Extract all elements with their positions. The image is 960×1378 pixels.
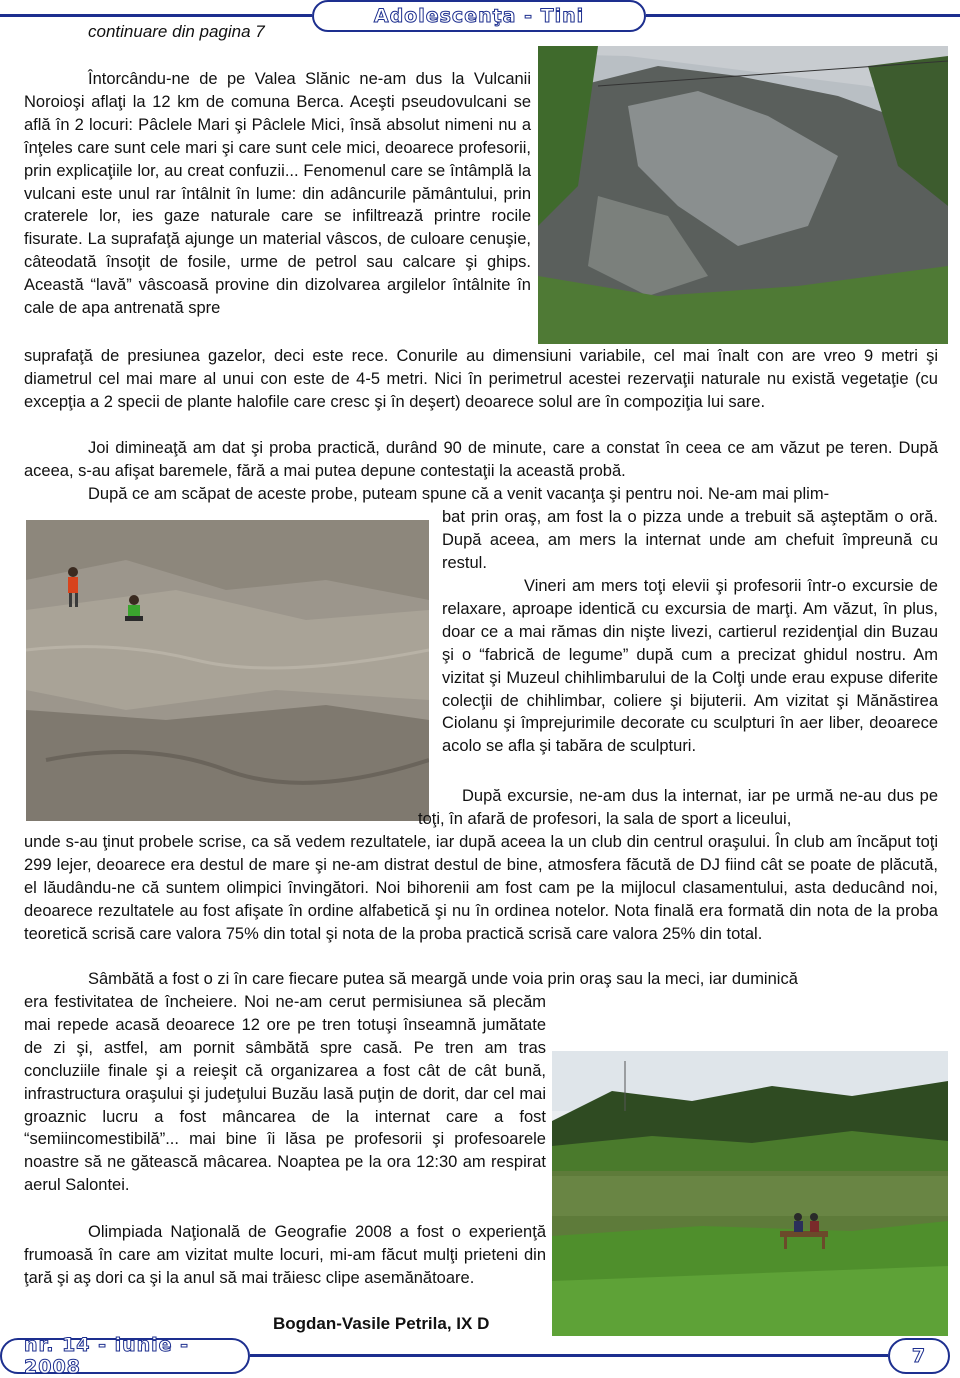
issue-pill bbox=[0, 1334, 250, 1378]
header-rule-right bbox=[646, 14, 960, 17]
section-title: Adolescenţa - Tini bbox=[373, 5, 585, 27]
paragraph-after-trip: După excursie, ne-am dus la internat, iar pe urmă ne-au dus pe toţi, în afară de profesori, la sala de sport a liceului, bbox=[418, 787, 938, 828]
author-signature: Bogdan-Vasile Petrila, IX D bbox=[273, 1314, 490, 1333]
section-title-pill bbox=[312, 0, 646, 32]
paragraph-conclusion: Olimpiada Naţională de Geografie 2008 a fost o experienţă frumoasă în care am vizitat multe locuri, mi-am făcut mulţi prieteni din ţară şi aş dori ca şi la anul să mai trăiesc clipe asemănătoare. bbox=[24, 1223, 546, 1287]
paragraph-vacation-right: bat prin oraş, am fost la o pizza unde a trebuit să aşteptăm o oră. După aceea, am mers la internat unde am chefuit împreună cu restul. bbox=[442, 508, 938, 572]
paragraph-departure: era festivitatea de încheiere. Noi ne-am cerut permisiunea să plecăm mai repede acasă deoarece 12 ore pe tren totuşi înseamnă jumătate de zi şi, astfel, am pornit sâmbătă spre casă. Pe tren am tras concluziile finale şi a reieşit că organizarea a fost cât de cât bună, infrastructura oraşului şi judeţului Buzău lasă puţin de dorit, dar cel mai groaznic lucru a fost mâncarea de la internat care a fost “semiincomestibilă”... mai bine îi lăsa pe profesorii şi profesoarele noastre să ne gătească mâcarea. Noaptea pe la ora 12:30 am respirat aerul Salontei. bbox=[24, 993, 546, 1195]
paragraph-practical-exam: Joi dimineaţă am dat şi proba practică, durând 90 de minute, care a constat în ceea ce am văzut pe teren. După aceea, s-au afişat baremele, fără a mai putea depune contestaţii la această probă. bbox=[24, 439, 938, 480]
issue-label: nr. 14 - iunie - 2008 bbox=[24, 1334, 190, 1378]
mud-volcano-photo bbox=[538, 46, 948, 344]
lake-photo bbox=[552, 1051, 948, 1336]
page-number-pill bbox=[888, 1338, 950, 1374]
paragraph-vacation-start: După ce am scăpat de aceste probe, puteam spune că a venit vacanţa şi pentru noi. Ne-am mai plim- bbox=[88, 485, 830, 503]
paragraph-friday-trip: Vineri am mers toţi elevii şi profesorii într-o excursie de relaxare, aproape identică cu excursia de marţi. Am văzut, în plus, doar ce a mai rămas din nişte livezi, cartierul rezidenţial din Buzau şi o “fabrică de legume” după cum a precizat ghidul nostru. Am vizitat şi Muzeul chihlimbarului de la Colţi unde erau expuse diferite colecţii de chihlimbar, coliere şi bijuterii. Am vizitat şi Mănăstirea Ciolanu şi împrejurimile decorate cu sculpturi în aer liber, deoarece acolo se afla şi tabăra de sculpturi. bbox=[442, 577, 938, 756]
continued-note: continuare din pagina 7 bbox=[88, 22, 265, 41]
page-number: 7 bbox=[911, 1345, 927, 1367]
paragraph-club-results: unde s-au ţinut probele scrise, ca să vedem rezultatele, iar după aceea la un club din centrul oraşului. În club am încăput toţi 299 lejer, deoarece era destul de mare şi ne-am distrat destul de bine, atmosfera făcută de DJ fiind cât se poate de plăcută, el lăudându-ne că suntem olimpici învingători. Noi bihorenii am fost cam pe la mijlocul clasamentului, asta deducând noi, deoarece rezultatele au fost afişate în ordine alfabetică şi nu în ordinea notelor. Nota finală era formată din nota de la proba teoretică scrisă care valora 75% din total şi nota de la proba practică scrisă care valora 25% din total. bbox=[24, 833, 938, 943]
paragraph-intro-continued: suprafaţă de presiunea gazelor, deci este rece. Conurile au dimensiuni variabile, cel mai înalt con are vreo 9 metri şi diametrul cel mai mare al unui con este de 4-5 metri. Nici în perimetrul acestei rezervaţii naturale nu există vegetaţie (cu excepţia a 2 specii de plante halofile care cresc şi în deşert) deoarece solul are în compoziţia lui sare. bbox=[24, 347, 938, 411]
paragraph-intro: Întorcându-ne de pe Valea Slănic ne-am dus la Vulcanii Noroioşi aflaţi la 12 km de comuna Berca. Aceşti pseudovulcani se află în 2 locuri: Pâclele Mari şi Pâclele Mici, însă absolut nimeni nu a înţeles care sunt cele mari şi care sunt cele mici, deoarece profesorii, prin explicaţiile lor, au creat confuzii... Fenomenul care se întâmplă la vulcani este unul rar întâlnit în lume: din adâncurile pământului, prin craterele lor, ies gaze naturale care se infiltrează printre rocile fisurate. La suprafaţă ajunge un material vâscos, de culoare cenuşie, câteodată însoţit de fosile, urme de petrol sau calcare şi ghips. Această “lavă” vâscoasă provine din dizolvarea argilelor întâlnite în cale de apa antrenată spre bbox=[24, 70, 531, 318]
footer-rule bbox=[250, 1354, 888, 1357]
paragraph-saturday: Sâmbătă a fost o zi în care fiecare putea să meargă unde voia prin oraş sau la meci, iar duminică bbox=[88, 970, 798, 988]
mud-field-photo bbox=[26, 520, 429, 821]
header-rule-left bbox=[0, 14, 312, 17]
